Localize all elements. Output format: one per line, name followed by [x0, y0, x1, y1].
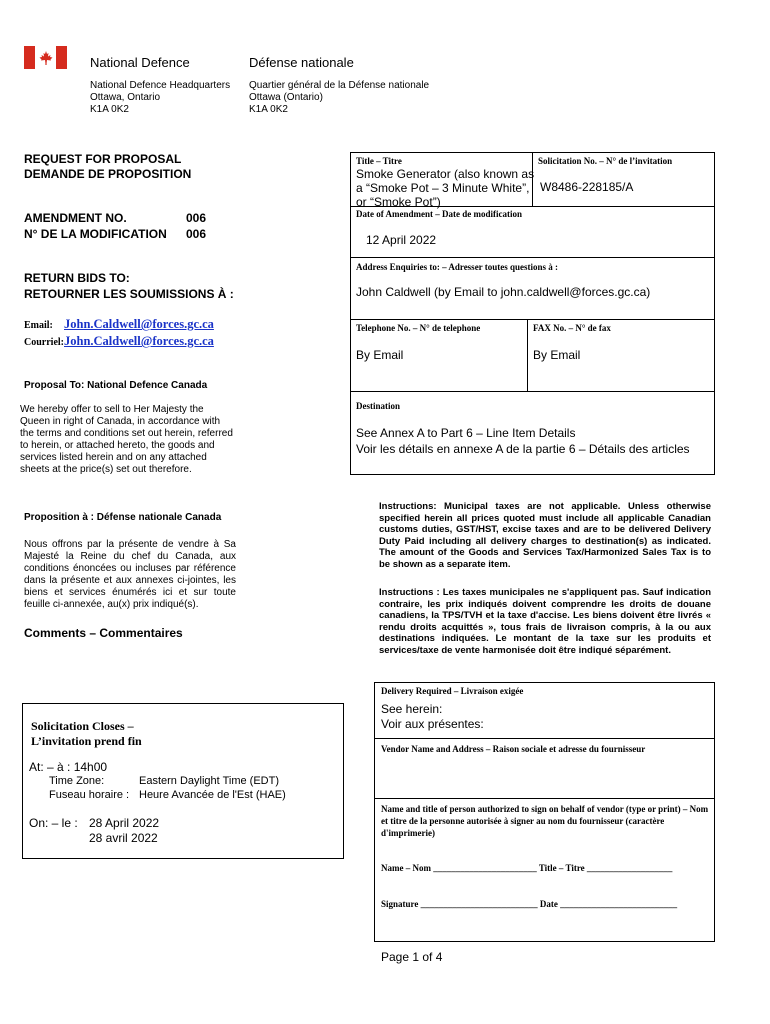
canada-flag-logo	[24, 46, 67, 69]
time-zone-values: Eastern Daylight Time (EDT)	[139, 775, 279, 787]
title-value: Smoke Generator (also known as a “Smoke Pot – 3 Minute White”, or “Smoke Pot”)	[356, 167, 535, 209]
fax-value: By Email	[533, 348, 581, 362]
amendment-block: AMENDMENT NO. N° DE LA MODIFICATION	[24, 211, 167, 241]
delivery-value: See herein: Voir aux présentes:	[381, 702, 484, 731]
return-email-block: Email: John.Caldwell@forces.gc.ca Courriel:John.Caldwell@forces.gc.ca	[24, 317, 214, 348]
time-zone-labels: Time Zone: Fuseau horaire :	[49, 775, 130, 801]
proposal-to-fr: Proposition à : Défense nationale Canada	[24, 512, 222, 523]
dept-name-en: National Defence	[90, 55, 190, 70]
dept-name-fr: Défense nationale	[249, 55, 354, 70]
enquiries-label: Address Enquiries to: – Adresser toutes questions à :	[356, 262, 559, 272]
destination-value: See Annex A to Part 6 – Line Item Details Voir les détails en annexe A de la partie 6 – Détails des articles	[356, 426, 690, 456]
rfp-title: REQUEST FOR PROPOSAL DEMANDE DE PROPOSITION	[24, 152, 192, 181]
amendment-date: 12 April 2022	[366, 233, 437, 247]
destination-label: Destination	[356, 401, 401, 411]
signature-date-line: Signature __________________________ Date __________________________	[381, 899, 678, 909]
name-title-line: Name – Nom _______________________ Title – Titre ___________________	[381, 863, 673, 873]
solicitation-number: W8486-228185/A	[540, 180, 634, 194]
proposal-text-en: We hereby offer to sell to Her Majesty the Queen in right of Canada, in accordance with the terms and conditions set out herein, referred to herein, or attached hereto, the goods and services listed herein and on any attached sheets at the price(s) set out therefore.	[20, 404, 233, 475]
closes-time: At: – à : 14h00	[29, 760, 108, 774]
closes-title: Solicitation Closes – L’invitation prend fin	[31, 719, 142, 748]
address-en: National Defence Headquarters Ottawa, Ontario K1A 0K2	[90, 80, 231, 115]
fax-label: FAX No. – N° de fax	[533, 323, 611, 333]
proposal-text-fr: Nous offrons par la présente de vendre à Sa Majesté la Reine du chef du Canada, aux conditions énoncées ou incluses par référence dans la présente et aux annexes ci-jointes, les biens et services énumérés ici et sur toute feuille ci-annexée, au(x) prix indiqué(s).	[24, 539, 236, 610]
telephone-value: By Email	[356, 348, 404, 362]
amendment-number: 006 006	[186, 211, 207, 241]
maple-leaf-icon	[38, 50, 54, 66]
authorized-person-label: Name and title of person authorized to sign on behalf of vendor (type or print) – Nom et titre de la personne autorisée à signer au nom du fournisseur (caractère d'imprimerie)	[381, 804, 709, 838]
solicitation-number-label: Solicitation No. – N° de l’invitation	[538, 156, 673, 166]
return-courriel-link[interactable]: John.Caldwell@forces.gc.ca	[64, 334, 214, 348]
page-number: Page 1 of 4	[381, 950, 443, 964]
amendment-date-label: Date of Amendment – Date de modification	[356, 209, 522, 219]
return-bids-title: RETURN BIDS TO: RETOURNER LES SOUMISSIONS À :	[24, 271, 234, 301]
instructions-en: Instructions: Municipal taxes are not applicable. Unless otherwise specified herein all prices quoted must include all applicable Canadian customs duties, GST/HST, excise taxes and are to be delivered Delivery Duty Paid including all delivery charges to destination(s) as indicated. The amount of the Goods and Services Tax/Harmonized Sales Tax is to be shown as a separate item.	[379, 501, 711, 570]
address-fr: Quartier général de la Défense nationale Ottawa (Ontario) K1A 0K2	[249, 80, 430, 115]
return-email-link[interactable]: John.Caldwell@forces.gc.ca	[64, 317, 214, 331]
delivery-label: Delivery Required – Livraison exigée	[381, 686, 524, 696]
time-zone-value-fr: Heure Avancée de l'Est (HAE)	[139, 789, 286, 801]
closes-dates: 28 April 2022 28 avril 2022	[89, 816, 160, 845]
comments-heading: Comments – Commentaires	[24, 626, 183, 640]
vendor-name-label: Vendor Name and Address – Raison sociale et adresse du fournisseur	[381, 744, 646, 754]
title-label: Title – Titre	[356, 156, 402, 166]
instructions-fr: Instructions : Les taxes municipales ne s'appliquent pas. Sauf indication contraire, les prix indiqués doivent comprendre les droits de douane canadiens, la TPS/TVH et la taxe d'accise. Les biens doivent être livrés « rendu droits acquittés », tous frais de livraison compris, à la ou aux destinations indiquées. Le montant de la taxe sur les produits et services/taxe de vente harmonisée doit être indiqué séparément.	[379, 587, 711, 656]
telephone-label: Telephone No. – N° de telephone	[356, 323, 481, 333]
solicitation-closes-box	[22, 703, 344, 859]
proposal-to-en: Proposal To: National Defence Canada	[24, 380, 208, 391]
enquiries-contact: John Caldwell (by Email to john.caldwell@forces.gc.ca)	[356, 285, 651, 299]
closes-on-label: On: – le :	[29, 816, 78, 830]
